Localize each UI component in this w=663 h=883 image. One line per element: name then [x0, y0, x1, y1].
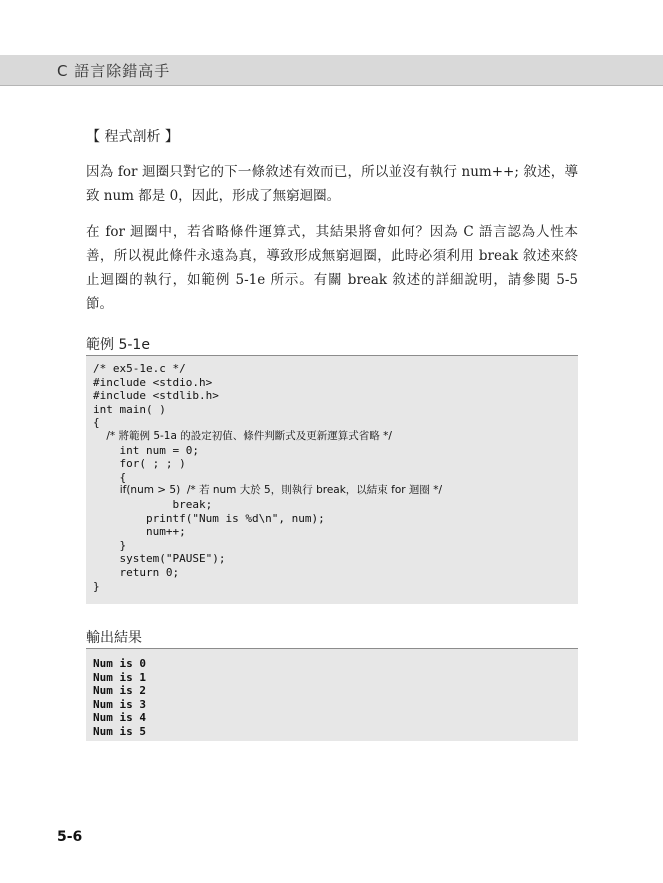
code-listing [86, 355, 578, 604]
running-header-title: C 語言除錯高手 [57, 62, 171, 80]
code-line: { [93, 470, 127, 484]
output-listing [86, 648, 578, 741]
output-line: Num is 5 [93, 724, 146, 738]
section-title: 【 程式剖析 】 [86, 129, 179, 145]
code-line: system("PAUSE"); [93, 552, 226, 566]
code-line: int num = 0; [93, 443, 199, 457]
code-line: } [93, 579, 100, 593]
code-line: break; [93, 497, 213, 511]
output-line: Num is 1 [93, 670, 146, 684]
header-divider [0, 85, 663, 86]
output-line: Num is 0 [93, 657, 146, 670]
page-number: 5-6 [57, 829, 83, 845]
code-line: return 0; [93, 565, 180, 579]
output-line: Num is 4 [93, 711, 146, 725]
paragraph-analysis: 因為 for 迴圈只對它的下一條敘述有效而已，所以並沒有執行 num++; 敘述，導致 num 都是 0，因此，形成了無窮迴圈。 [86, 164, 578, 204]
code-line: } [93, 538, 127, 552]
output-line: Num is 2 [93, 684, 146, 698]
code-line: num++; [93, 525, 186, 539]
code-line: /* ex5-1e.c */ [93, 362, 186, 375]
code-line: printf("Num is %d\n", num); [93, 511, 325, 525]
output-heading: 輸出結果 [86, 630, 142, 646]
paragraph-explanation: 在 for 迴圈中，若省略條件運算式，其結果將會如何？因為 C 語言認為人性本善，所以視此條件永遠為真，導致形成無窮迴圈，此時必須利用 break 敘述來終止迴圈的執行，如範例 5-1e 所示。有關 break 敘述的詳細說明，請參閱 5-5 節。 [86, 224, 578, 312]
code-line: int main( ) [93, 402, 166, 416]
example-heading: 範例 5-1e [86, 337, 150, 353]
output-line: Num is 3 [93, 697, 146, 711]
code-line: { [93, 416, 100, 430]
code-line: #include <stdio.h> [93, 375, 213, 389]
code-line: #include <stdlib.h> [93, 389, 219, 403]
code-line: /* 將範例 5-1a 的設定初值、條件判斷式及更新運算式省略 */ [93, 429, 392, 442]
code-line: for( ; ; ) [93, 457, 186, 471]
code-line: if(num > 5) /* 若 num 大於 5，則執行 break，以結束 for 迴圈 */ [93, 484, 443, 497]
